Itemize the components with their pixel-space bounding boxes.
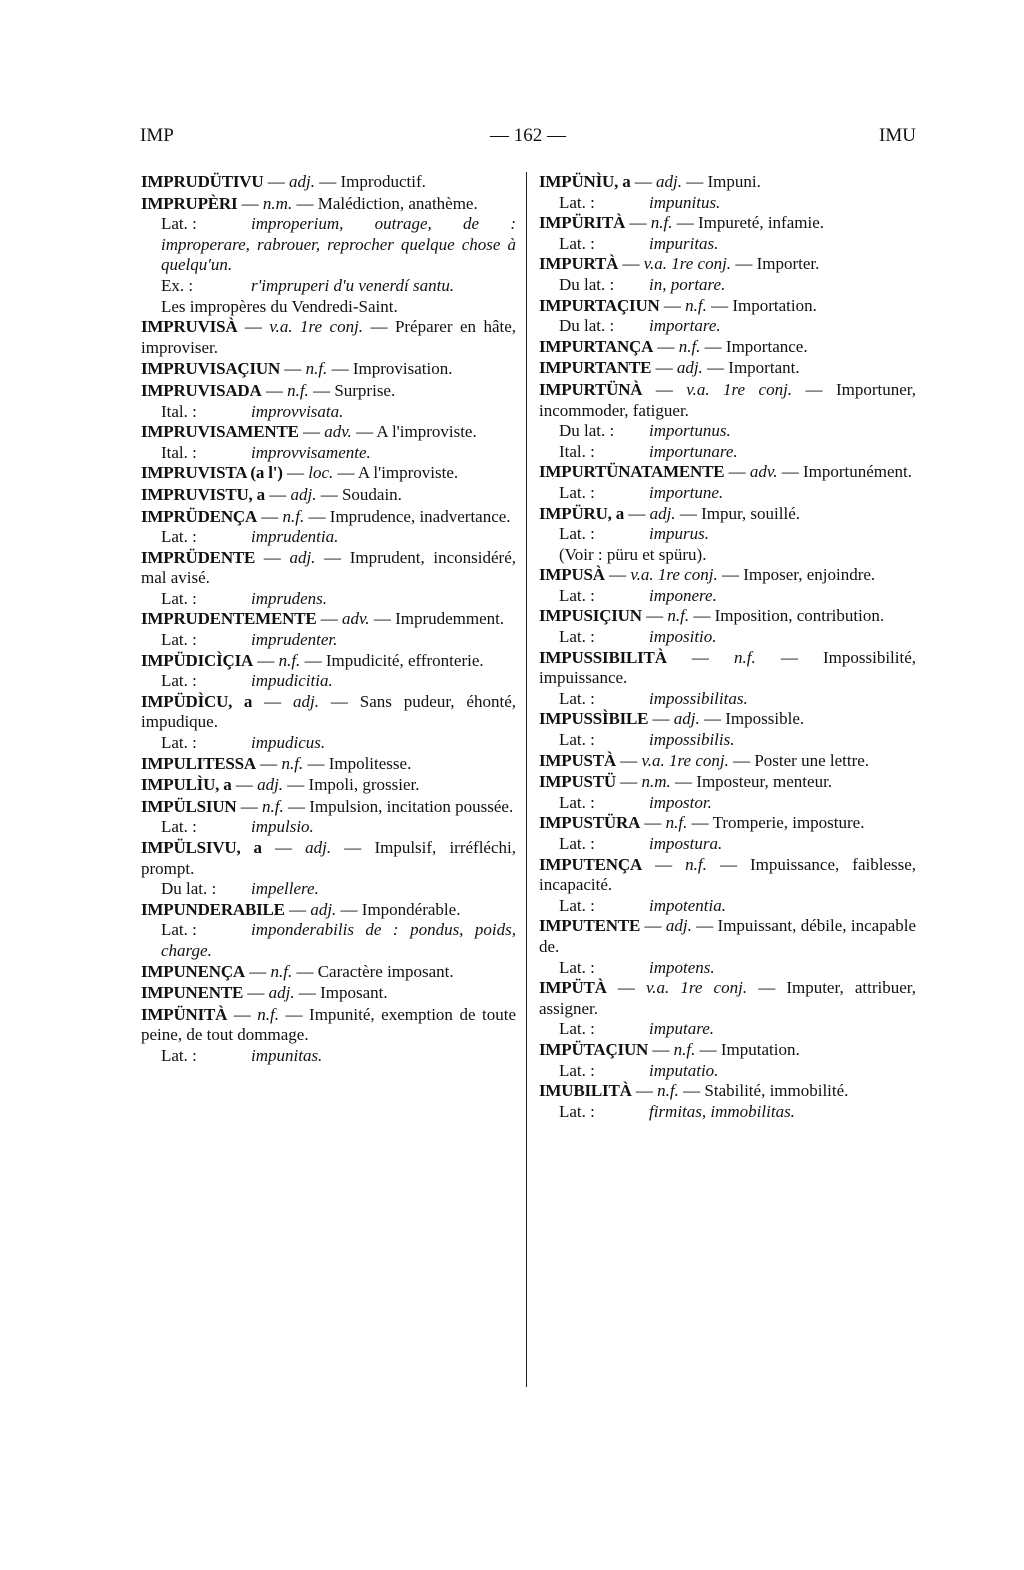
grammar-tag: n.m. <box>262 193 293 213</box>
etymology-line <box>141 817 516 838</box>
etymology-label: Lat. : <box>161 527 197 547</box>
definition: Impoli, grossier. <box>308 775 420 795</box>
grammar-tag: n.f. <box>678 336 701 356</box>
definition: Impuissant, débile, incapable de. <box>539 916 917 956</box>
headword: IMPÜDÌCU, a <box>141 691 253 711</box>
headword: IMPURTÀ <box>539 254 619 274</box>
definition: A l'improviste. <box>376 422 477 442</box>
etymology-line <box>539 689 916 710</box>
dictionary-entry: IMPÜLSIUN — n.f. — Impulsion, incitation poussée. <box>141 796 514 816</box>
grammar-tag: n.f. <box>650 213 673 233</box>
etymology-line <box>141 214 516 276</box>
headword: IMPÜRITÀ <box>539 213 626 233</box>
headword: IMPRUDENTEMENTE <box>141 609 317 629</box>
headword: IMPRUVISAÇIUN <box>141 359 281 379</box>
dictionary-entry: IMPURTANTE — adj. — Important. <box>539 358 800 378</box>
etymology-label: Lat. : <box>161 733 197 753</box>
etymology-label: Lat. : <box>559 730 595 750</box>
dictionary-entry: IMPULÌU, a — adj. — Impoli, grossier. <box>141 775 420 795</box>
headword: IMPUSÀ <box>539 565 605 585</box>
dictionary-entry: IMPÜDICÌÇIA — n.f. — Impudicité, effronterie. <box>141 650 484 670</box>
etymology-text: imputare. <box>649 1019 715 1039</box>
grammar-tag: adj. <box>673 709 700 729</box>
grammar-tag: n.f. <box>305 359 328 379</box>
definition: Imprudence, inadvertance. <box>329 506 511 526</box>
etymology-text: impostor. <box>649 792 712 812</box>
headword: IMPÜDICÌÇIA <box>141 650 254 670</box>
etymology-text: imponere. <box>649 585 717 605</box>
etymology-line <box>539 193 916 214</box>
definition: Stabilité, immobilité. <box>704 1081 849 1101</box>
etymology-label: Ex. : <box>161 275 194 295</box>
headword: IMPÜTAÇIUN <box>539 1039 649 1059</box>
definition: Impur, souillé. <box>701 503 801 523</box>
definition: Poster une lettre. <box>754 750 870 770</box>
etymology-text: importune. <box>649 482 724 502</box>
etymology-text: impuritas. <box>649 233 719 253</box>
etymology-text: firmitas, immobilitas. <box>649 1101 795 1121</box>
headword: IMPUSTÜ <box>539 772 616 792</box>
headword: IMPURTAÇIUN <box>539 295 660 315</box>
definition: Imprudent, inconsidéré, mal avisé. <box>141 547 516 588</box>
etymology-label: Du lat. : <box>559 316 615 336</box>
definition: Impulsion, incitation poussée. <box>309 796 514 816</box>
grammar-tag: adj. <box>289 547 316 567</box>
headword: IMPRUVISTU, a <box>141 484 265 504</box>
definition: Caractère imposant. <box>317 961 454 981</box>
etymology-line <box>141 402 516 423</box>
header-left: IMP <box>140 125 174 146</box>
etymology-text: impudicitia. <box>251 671 333 691</box>
headword: IMPÜLSIVU, a <box>141 838 262 857</box>
etymology-line <box>141 297 516 318</box>
grammar-tag: adj. <box>257 775 284 795</box>
etymology-line <box>141 276 516 297</box>
definition: Impulsif, irréfléchi, prompt. <box>141 838 516 878</box>
dictionary-entry: IMPUSSIBILITÀ — n.f. — Impossibilité, impuissance. <box>539 647 917 688</box>
headword: IMPUSIÇIUN <box>539 606 642 626</box>
header-right: IMU <box>879 125 916 146</box>
definition: Imputer, attribuer, assigner. <box>539 978 916 1018</box>
etymology-label: Ital. : <box>161 442 197 462</box>
left-column <box>141 172 516 1067</box>
headword: IMPÜTÀ <box>539 978 607 998</box>
definition: A l'improviste. <box>357 463 459 483</box>
grammar-tag: n.f. <box>657 1081 679 1101</box>
definition: Impossible. <box>725 709 805 729</box>
headword: IMPURTÜNATAMENTE <box>539 462 725 482</box>
dictionary-entry: IMPÜRU, a — adj. — Impur, souillé. <box>539 503 801 523</box>
grammar-tag: v.a. 1re conj. <box>641 750 729 770</box>
etymology-line <box>539 545 916 566</box>
headword: IMPRUVISAMENTE <box>141 422 299 442</box>
dictionary-entry: IMPUNENTE — adj. — Imposant. <box>141 983 388 1003</box>
dictionary-entry: IMPUSÀ — v.a. 1re conj. — Imposer, enjoindre. <box>539 565 876 585</box>
dictionary-entry: IMPÜRITÀ — n.f. — Impureté, infamie. <box>539 213 824 233</box>
etymology-text: Les impropères du Vendredi-Saint. <box>161 296 398 316</box>
headword: IMPÜNÌU, a <box>539 172 631 191</box>
headword: IMUBILITÀ <box>539 1081 632 1101</box>
etymology-text: impositio. <box>649 627 717 647</box>
dictionary-entry: IMPRÜDENTE — adj. — Imprudent, inconsidéré, mal avisé. <box>141 547 516 588</box>
grammar-tag: adv. <box>749 462 778 482</box>
definition: Importance. <box>725 336 808 356</box>
etymology-label: Lat. : <box>559 585 595 605</box>
grammar-tag: adj. <box>310 899 337 919</box>
etymology-line <box>141 879 516 900</box>
etymology-label: Lat. : <box>559 792 595 812</box>
grammar-tag: n.f. <box>262 796 284 816</box>
grammar-tag: adj. <box>305 838 332 857</box>
grammar-tag: n.f. <box>685 854 707 874</box>
dictionary-entry: IMUBILITÀ — n.f. — Stabilité, immobilité. <box>539 1081 849 1101</box>
grammar-tag: adv. <box>342 609 370 629</box>
etymology-label: Lat. : <box>559 524 595 544</box>
dictionary-entry: IMPRUVISTU, a — adj. — Soudain. <box>141 484 402 504</box>
grammar-tag: n.f. <box>287 380 309 400</box>
etymology-text: in, portare. <box>649 274 726 294</box>
headword: IMPULITESSA <box>141 753 256 773</box>
headword: IMPRUPÈRI <box>141 193 238 213</box>
etymology-label: Lat. : <box>161 214 197 234</box>
headword: IMPURTÜNÀ <box>539 379 643 399</box>
definition: Imposant. <box>320 983 388 1003</box>
dictionary-entry: IMPUSIÇIUN — n.f. — Imposition, contribution. <box>539 606 885 626</box>
headword: IMPÜNITÀ <box>141 1004 228 1024</box>
grammar-tag: v.a. 1re conj. <box>643 254 732 274</box>
etymology-line <box>539 275 916 296</box>
grammar-tag: adj. <box>290 484 317 504</box>
dictionary-entry: IMPURTÜNATAMENTE — adv. — Importunément. <box>539 462 913 482</box>
definition: Imprudemment. <box>395 609 505 629</box>
grammar-tag: adj. <box>288 172 315 191</box>
etymology-label: Lat. : <box>559 1101 595 1121</box>
headword: IMPRÜDENTE <box>141 547 256 567</box>
grammar-tag: v.a. 1re conj. <box>269 317 364 337</box>
definition: Impunité, exemption de toute peine, de tout dommage. <box>141 1004 516 1045</box>
dictionary-entry: IMPRUVISÀ — v.a. 1re conj. — Préparer en hâte, improviser. <box>141 317 517 357</box>
etymology-line <box>539 483 916 504</box>
dictionary-entry: IMPRUVISADA — n.f. — Surprise. <box>141 380 396 400</box>
grammar-tag: adv. <box>324 422 352 442</box>
etymology-line <box>539 421 916 442</box>
headword: IMPUTENÇA <box>539 854 643 874</box>
etymology-label: Du lat. : <box>559 421 615 441</box>
grammar-tag: adj. <box>293 691 319 711</box>
definition: Sans pudeur, éhonté, impudique. <box>141 691 516 732</box>
headword: IMPURTANÇA <box>539 336 654 356</box>
etymology-label: Lat. : <box>559 233 595 253</box>
grammar-tag: n.f. <box>734 647 756 667</box>
etymology-label: Lat. : <box>559 1060 595 1080</box>
etymology-text: impulsio. <box>251 817 314 837</box>
etymology-text: imponderabilis de : pondus, poids, charge. <box>161 920 516 960</box>
headword: IMPUSTÜRA <box>539 813 641 833</box>
etymology-line <box>539 730 916 751</box>
etymology-label: Lat. : <box>161 1045 197 1065</box>
etymology-line <box>539 316 916 337</box>
etymology-label: Du lat. : <box>559 274 615 294</box>
dictionary-entry: IMPUTENÇA — n.f. — Impuissance, faiblesse, incapacité. <box>539 854 917 895</box>
etymology-text: impotentia. <box>649 895 726 915</box>
dictionary-entry: IMPRÜDENÇA — n.f. — Imprudence, inadvertance. <box>141 506 511 526</box>
etymology-line <box>539 896 916 917</box>
definition: Importer. <box>756 254 820 274</box>
grammar-tag: adj. <box>665 916 692 936</box>
definition: Impuissance, faiblesse, incapacité. <box>539 854 917 895</box>
etymology-text: impossibilis. <box>649 730 735 750</box>
page-number: — 162 — <box>490 125 566 146</box>
etymology-label: Lat. : <box>559 834 595 853</box>
etymology-text: importare. <box>649 316 721 336</box>
etymology-label: Lat. : <box>559 1019 595 1039</box>
etymology-text: impunitus. <box>649 192 721 212</box>
etymology-text: imputatio. <box>649 1060 719 1080</box>
etymology-label: Ital. : <box>161 401 197 421</box>
grammar-tag: n.f. <box>257 1004 279 1024</box>
definition: Imputation. <box>720 1039 800 1059</box>
etymology-text: impudicus. <box>251 733 326 753</box>
definition: Improvisation. <box>352 359 453 379</box>
headword: IMPRUVISADA <box>141 380 262 400</box>
dictionary-entry: IMPUNDERABILE — adj. — Impondérable. <box>141 899 461 919</box>
etymology-line <box>141 671 516 692</box>
grammar-tag: n.f. <box>667 606 690 626</box>
etymology-text: imprudenter. <box>251 630 338 650</box>
grammar-tag: n.f. <box>278 650 301 670</box>
dictionary-entry: IMPRUPÈRI — n.m. — Malédiction, anathème. <box>141 193 478 213</box>
headword: IMPUNENÇA <box>141 961 245 981</box>
dictionary-entry: IMPUSTÜRA — n.f. — Tromperie, imposture. <box>539 813 865 833</box>
headword: IMPÜRU, a <box>539 503 625 523</box>
column-divider <box>526 172 527 1387</box>
etymology-line <box>539 442 916 463</box>
grammar-tag: n.f. <box>282 506 305 526</box>
etymology-text: importunus. <box>649 421 731 441</box>
etymology-text: imprudens. <box>251 588 328 608</box>
etymology-text: r'impruperi d'u venerdí santu. <box>251 275 455 295</box>
definition: Surprise. <box>334 380 396 400</box>
headword: IMPRUVISTA (a l') <box>141 463 283 483</box>
grammar-tag: adj. <box>649 503 676 523</box>
etymology-label: Du lat. : <box>161 879 217 899</box>
etymology-line <box>141 1046 516 1067</box>
definition: Soudain. <box>341 484 402 504</box>
dictionary-entry: IMPULITESSA — n.f. — Impolitesse. <box>141 753 412 773</box>
headword: IMPRUDÜTIVU <box>141 172 264 191</box>
etymology-line <box>539 524 916 545</box>
etymology-line <box>141 443 516 464</box>
page-header <box>140 125 916 155</box>
grammar-tag: n.m. <box>641 772 671 792</box>
etymology-label: Lat. : <box>559 627 595 647</box>
definition: Imposer, enjoindre. <box>743 565 876 585</box>
etymology-label: Lat. : <box>161 671 197 691</box>
headword: IMPUSTÀ <box>539 750 616 770</box>
grammar-tag: n.f. <box>270 961 293 981</box>
etymology-label: Lat. : <box>559 192 595 212</box>
grammar-tag: n.f. <box>281 753 304 773</box>
headword: IMPÜLSIUN <box>141 796 237 816</box>
dictionary-entry: IMPUNENÇA — n.f. — Caractère imposant. <box>141 961 454 981</box>
dictionary-entry: IMPUSTÜ — n.m. — Imposteur, menteur. <box>539 772 833 792</box>
definition: Importuner, incommoder, fatiguer. <box>539 379 917 420</box>
etymology-text: improvvisamente. <box>251 442 371 462</box>
headword: IMPULÌU, a <box>141 775 232 795</box>
etymology-text: importunare. <box>649 441 738 461</box>
grammar-tag: n.f. <box>685 295 707 315</box>
etymology-text: impostura. <box>649 834 723 853</box>
etymology-text: improperium, outrage, de : improperare, rabrouer, reprocher quelque chose à quelqu'un. <box>161 214 516 275</box>
etymology-line <box>539 1061 916 1082</box>
headword: IMPRÜDENÇA <box>141 506 258 526</box>
dictionary-entry: IMPURTÀ — v.a. 1re conj. — Importer. <box>539 254 820 274</box>
etymology-label: Lat. : <box>559 482 595 502</box>
etymology-label: Lat. : <box>559 957 595 977</box>
headword: IMPUNDERABILE <box>141 899 285 919</box>
headword: IMPUSSIBILITÀ <box>539 647 667 667</box>
etymology-text: impellere. <box>251 879 319 899</box>
etymology-line <box>539 234 916 255</box>
grammar-tag: adj. <box>268 983 295 1003</box>
definition: Préparer en hâte, improviser. <box>141 317 517 357</box>
etymology-line <box>539 958 916 979</box>
dictionary-entry: IMPRUDENTEMENTE — adv. — Imprudemment. <box>141 609 505 629</box>
etymology-text: impurus. <box>649 524 709 544</box>
dictionary-entry: IMPÜLSIVU, a — adj. — Impulsif, irréfléchi, prompt. <box>141 838 516 878</box>
etymology-line <box>141 589 516 610</box>
dictionary-entry: IMPÜDÌCU, a — adj. — Sans pudeur, éhonté, impudique. <box>141 691 516 732</box>
etymology-line <box>539 834 916 855</box>
definition: Impureté, infamie. <box>697 213 824 233</box>
dictionary-entry: IMPÜTÀ — v.a. 1re conj. — Imputer, attribuer, assigner. <box>539 978 916 1018</box>
grammar-tag: n.f. <box>673 1039 696 1059</box>
definition: Tromperie, imposture. <box>712 813 865 833</box>
etymology-text: impunitas. <box>251 1045 323 1065</box>
etymology-line <box>141 920 516 961</box>
etymology-line <box>141 733 516 754</box>
dictionary-entry: IMPRUVISTA (a l') — loc. — A l'improviste. <box>141 463 459 483</box>
dictionary-entry: IMPÜTAÇIUN — n.f. — Imputation. <box>539 1039 800 1059</box>
headword: IMPRUVISÀ <box>141 317 238 337</box>
etymology-label: Lat. : <box>161 817 197 837</box>
etymology-line <box>141 630 516 651</box>
headword: IMPURTANTE <box>539 358 652 378</box>
definition: Impolitesse. <box>328 753 412 773</box>
etymology-line <box>539 586 916 607</box>
etymology-line <box>539 627 916 648</box>
definition: Malédiction, anathème. <box>317 193 478 213</box>
definition: Importation. <box>732 295 817 315</box>
headword: IMPUSSÌBILE <box>539 709 649 729</box>
definition: Impudicité, effronterie. <box>325 650 484 670</box>
dictionary-entry: IMPURTANÇA — n.f. — Importance. <box>539 336 808 356</box>
dictionary-entry: IMPURTÜNÀ — v.a. 1re conj. — Importuner, incommoder, fatiguer. <box>539 379 917 420</box>
definition: Impuni. <box>707 172 761 191</box>
definition: Imposition, contribution. <box>714 606 885 626</box>
etymology-line <box>539 793 916 814</box>
etymology-label: Lat. : <box>161 630 197 650</box>
dictionary-entry: IMPUSTÀ — v.a. 1re conj. — Poster une lettre. <box>539 750 870 770</box>
etymology-line <box>141 527 516 548</box>
dictionary-entry: IMPÜNÌU, a — adj. — Impuni. <box>539 172 761 191</box>
grammar-tag: v.a. 1re conj. <box>646 978 748 998</box>
headword: IMPUNENTE <box>141 983 244 1003</box>
dictionary-entry: IMPRUVISAÇIUN — n.f. — Improvisation. <box>141 359 453 379</box>
right-column <box>539 172 916 1122</box>
grammar-tag: v.a. 1re conj. <box>630 565 718 585</box>
dictionary-entry: IMPUSSÌBILE — adj. — Impossible. <box>539 709 805 729</box>
etymology-text: (Voir : püru et spüru). <box>559 544 707 564</box>
etymology-label: Lat. : <box>559 895 595 915</box>
etymology-label: Lat. : <box>161 588 197 608</box>
dictionary-entry: IMPRUDÜTIVU — adj. — Improductif. <box>141 172 426 191</box>
grammar-tag: loc. <box>308 463 334 483</box>
etymology-line <box>539 1102 916 1123</box>
definition: Imposteur, menteur. <box>696 772 833 792</box>
etymology-label: Lat. : <box>559 688 595 708</box>
definition: Importunément. <box>802 462 913 482</box>
headword: IMPUTENTE <box>539 916 641 936</box>
etymology-label: Lat. : <box>161 920 197 940</box>
grammar-tag: adj. <box>676 358 703 378</box>
dictionary-entry: IMPUTENTE — adj. — Impuissant, débile, incapable de. <box>539 916 917 956</box>
grammar-tag: v.a. 1re conj. <box>686 379 793 399</box>
dictionary-entry: IMPÜNITÀ — n.f. — Impunité, exemption de toute peine, de tout dommage. <box>141 1004 516 1045</box>
definition: Impossibilité, impuissance. <box>539 647 917 688</box>
etymology-text: imprudentia. <box>251 527 339 547</box>
dictionary-entry: IMPRUVISAMENTE — adv. — A l'improviste. <box>141 422 477 442</box>
definition: Impondérable. <box>361 899 461 919</box>
etymology-text: impossibilitas. <box>649 688 748 708</box>
grammar-tag: n.f. <box>665 813 688 833</box>
grammar-tag: adj. <box>656 172 682 191</box>
etymology-text: impotens. <box>649 957 715 977</box>
dictionary-entry: IMPURTAÇIUN — n.f. — Importation. <box>539 295 817 315</box>
definition: Improductif. <box>340 172 426 191</box>
etymology-label: Ital. : <box>559 441 595 461</box>
etymology-line <box>539 1019 916 1040</box>
definition: Important. <box>728 358 800 378</box>
etymology-text: improvvisata. <box>251 401 344 421</box>
